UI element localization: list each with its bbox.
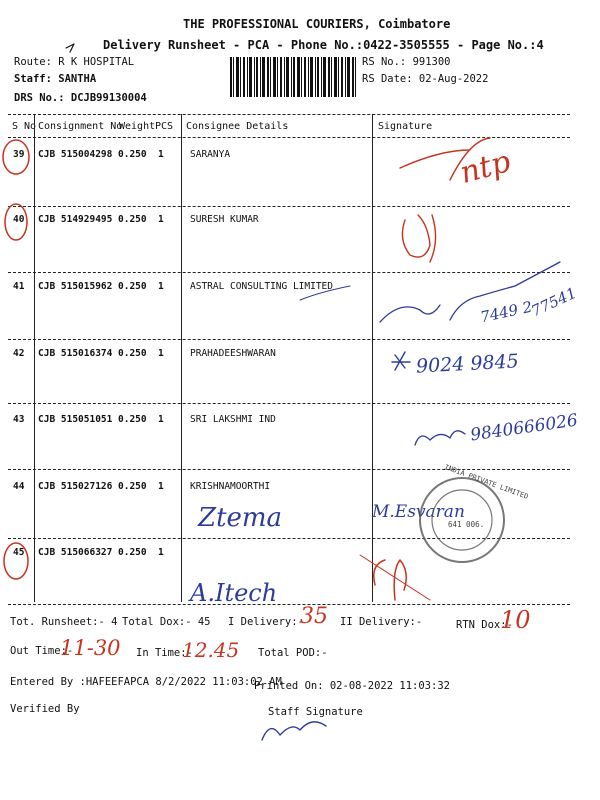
row-sno: 43: [13, 414, 25, 425]
col-divider: [34, 114, 35, 602]
row-consignee: SURESH KUMAR: [190, 214, 259, 225]
entered-by: Entered By :HAFEEFAPCA 8/2/2022 11:03:02 AM: [10, 676, 282, 688]
row-sno: 42: [13, 348, 25, 359]
handwritten-numbers-41a: 7449 2: [478, 297, 534, 327]
printed-on: Printed On: 02-08-2022 11:03:32: [254, 680, 450, 692]
row-weight: 0.250: [118, 481, 147, 492]
staff-label: Staff: SANTHA: [14, 73, 97, 85]
handwritten-signature-45: A.Itech: [190, 579, 278, 607]
row-rule: [8, 538, 570, 539]
col-header-weight: Weight: [119, 121, 156, 132]
total-runsheet: Tot. Runsheet:- 4: [10, 616, 118, 628]
col-header-sno: S No: [12, 121, 37, 132]
barcode-image: [230, 57, 356, 97]
row-consignee: SARANYA: [190, 149, 231, 160]
col-header-consignment: Consignment No: [38, 121, 123, 132]
ii-delivery-label: II Delivery:-: [340, 616, 423, 628]
row-sno: 44: [13, 481, 25, 492]
row-pcs: 1: [158, 348, 164, 359]
row-consignee: PRAHADEESHWARAN: [190, 348, 276, 359]
handwritten-numbers-41b: 77541: [528, 283, 580, 321]
row-sno: 40: [13, 214, 25, 225]
row-rule: [8, 469, 570, 470]
handwritten-signature-39: ntp: [456, 144, 515, 191]
col-header-pcs: PCS: [155, 121, 174, 132]
row-consignment: CJB 515004298: [38, 149, 113, 160]
total-dox: Total Dox:- 45: [122, 616, 211, 628]
company-title: THE PROFESSIONAL COURIERS, Coimbatore: [183, 17, 451, 31]
in-time-label: In Time:-: [136, 647, 193, 659]
col-header-signature: Signature: [378, 121, 433, 132]
table-top-rule: [8, 114, 570, 115]
handwritten-out-time: 11-30: [60, 636, 121, 660]
row-consignment: CJB 514929495: [38, 214, 113, 225]
stamp-line2: 641 006.: [448, 520, 485, 529]
row-rule: [8, 206, 570, 207]
row-sno: 39: [13, 149, 25, 160]
row-weight: 0.250: [118, 348, 147, 359]
col-divider: [181, 114, 182, 602]
row-weight: 0.250: [118, 414, 147, 425]
i-delivery-label: I Delivery:-: [228, 616, 304, 628]
row-consignment: CJB 515066327: [38, 547, 113, 558]
verified-by-label: Verified By: [10, 703, 80, 715]
row-consignee: KRISHNAMOORTHI: [190, 481, 271, 492]
row-consignment: CJB 515051051: [38, 414, 113, 425]
handwritten-signature-44: Ztema: [198, 503, 283, 533]
row-pcs: 1: [158, 281, 164, 292]
runsheet-subtitle: Delivery Runsheet - PCA - Phone No.:0422-3505555 - Page No.:4: [103, 38, 544, 52]
handwritten-i-delivery: 35: [300, 604, 328, 629]
row-pcs: 1: [158, 149, 164, 160]
table-header-rule: [8, 137, 570, 138]
row-pcs: 1: [158, 481, 164, 492]
total-pod-label: Total POD:-: [258, 647, 328, 659]
row-rule: [8, 272, 570, 273]
handwritten-phone-42: 9024 9845: [415, 350, 520, 378]
row-rule: [8, 339, 570, 340]
handwritten-rtn: 10: [500, 606, 531, 634]
row-weight: 0.250: [118, 547, 147, 558]
row-weight: 0.250: [118, 281, 147, 292]
row-weight: 0.250: [118, 149, 147, 160]
rs-date: RS Date: 02-Aug-2022: [362, 73, 489, 85]
row-rule: [8, 403, 570, 404]
row-consignment: CJB 515027126: [38, 481, 113, 492]
row-pcs: 1: [158, 414, 164, 425]
row-pcs: 1: [158, 214, 164, 225]
col-divider: [372, 114, 373, 602]
row-consignment: CJB 515016374: [38, 348, 113, 359]
table-bottom-rule: [8, 604, 570, 605]
rtn-dox-label: RTN Dox:-: [456, 619, 513, 631]
row-sno: 41: [13, 281, 25, 292]
out-time-label: Out Time:-: [10, 645, 74, 657]
drs-number: DRS No.: DCJB99130004: [14, 92, 147, 104]
col-header-consignee: Consignee Details: [186, 121, 289, 132]
route-label: Route: R K HOSPITAL: [14, 56, 135, 68]
handwritten-signature-44-right: M.Esvaran: [372, 502, 465, 522]
row-weight: 0.250: [118, 214, 147, 225]
handwritten-phone-43: 9840666026: [469, 410, 580, 446]
row-pcs: 1: [158, 547, 164, 558]
row-consignee: SRI LAKSHMI IND: [190, 414, 276, 425]
row-consignment: CJB 515015962: [38, 281, 113, 292]
stamp-line1: INDIA PRIVATE LIMITED: [443, 463, 530, 501]
rs-number: RS No.: 991300: [362, 56, 451, 68]
staff-signature-label: Staff Signature: [268, 706, 363, 718]
row-sno: 45: [13, 547, 25, 558]
row-consignee: ASTRAL CONSULTING LIMITED: [190, 281, 333, 292]
handwritten-in-time: 12.45: [182, 638, 240, 662]
